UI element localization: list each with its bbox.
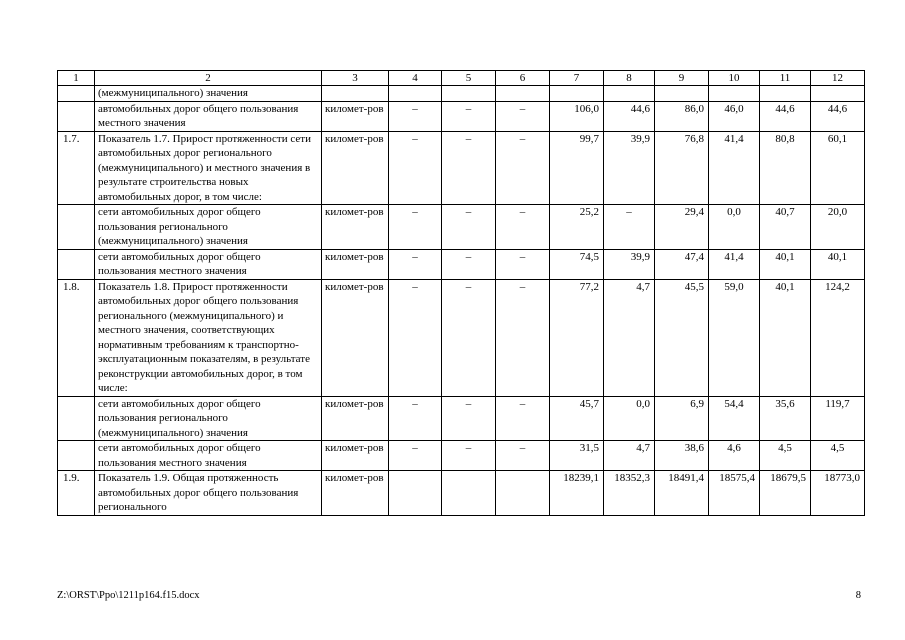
cell: –: [389, 441, 442, 471]
col-header: 11: [760, 71, 811, 86]
row-unit: километ-ров: [322, 396, 389, 441]
cell: 124,2: [811, 279, 865, 396]
table-row: [58, 205, 865, 250]
table-row: [58, 249, 865, 279]
table-row: [58, 86, 865, 102]
table-row: [58, 131, 865, 205]
cell: 18352,3: [604, 471, 655, 516]
col-header: 9: [655, 71, 709, 86]
row-number: [58, 86, 95, 102]
cell: 4,5: [760, 441, 811, 471]
cell: 44,6: [604, 101, 655, 131]
cell: [709, 86, 760, 102]
cell: –: [496, 131, 550, 205]
file-path: Z:\ORST\Ppo\1211p164.f15.docx: [57, 590, 200, 601]
row-number: [58, 396, 95, 441]
cell: 80,8: [760, 131, 811, 205]
row-number: 1.8.: [58, 279, 95, 396]
cell: 39,9: [604, 131, 655, 205]
col-header: 7: [550, 71, 604, 86]
col-header: 8: [604, 71, 655, 86]
cell: –: [442, 441, 496, 471]
cell: –: [442, 205, 496, 250]
row-description: сети автомобильных дорог общего пользования местного значения: [95, 249, 322, 279]
cell: 4,6: [709, 441, 760, 471]
row-unit: километ-ров: [322, 441, 389, 471]
col-header: 1: [58, 71, 95, 86]
cell: –: [442, 279, 496, 396]
cell: –: [496, 205, 550, 250]
cell: 40,1: [811, 249, 865, 279]
cell: 60,1: [811, 131, 865, 205]
cell: 99,7: [550, 131, 604, 205]
row-description: Показатель 1.7. Прирост протяженности сети автомобильных дорог регионального (межмуниципального) и местного значения в результате строительства новых автомобильных дорог, в том числе:: [95, 131, 322, 205]
row-unit: километ-ров: [322, 101, 389, 131]
cell: –: [389, 101, 442, 131]
cell: 119,7: [811, 396, 865, 441]
cell: [655, 86, 709, 102]
cell: –: [604, 205, 655, 250]
row-description: сети автомобильных дорог общего пользования регионального (межмуниципального) значения: [95, 396, 322, 441]
cell: 44,6: [811, 101, 865, 131]
cell: [496, 471, 550, 516]
cell: 4,7: [604, 279, 655, 396]
cell: 18679,5: [760, 471, 811, 516]
cell: 40,1: [760, 279, 811, 396]
table-row: [58, 441, 865, 471]
col-header: 2: [95, 71, 322, 86]
row-unit: километ-ров: [322, 279, 389, 396]
row-description: Показатель 1.9. Общая протяженность автомобильных дорог общего пользования регионального: [95, 471, 322, 516]
cell: [811, 86, 865, 102]
row-description: сети автомобильных дорог общего пользования местного значения: [95, 441, 322, 471]
cell: 54,4: [709, 396, 760, 441]
cell: [389, 471, 442, 516]
row-unit: [322, 86, 389, 102]
cell: 47,4: [655, 249, 709, 279]
cell: [550, 86, 604, 102]
cell: –: [442, 101, 496, 131]
row-number: [58, 441, 95, 471]
cell: –: [496, 396, 550, 441]
cell: 86,0: [655, 101, 709, 131]
cell: –: [442, 396, 496, 441]
cell: 0,0: [604, 396, 655, 441]
row-description: автомобильных дорог общего пользования местного значения: [95, 101, 322, 131]
row-unit: километ-ров: [322, 471, 389, 516]
col-header: 5: [442, 71, 496, 86]
cell: 35,6: [760, 396, 811, 441]
cell: 38,6: [655, 441, 709, 471]
cell: –: [389, 279, 442, 396]
row-description: сети автомобильных дорог общего пользования регионального (межмуниципального) значения: [95, 205, 322, 250]
cell: –: [496, 279, 550, 396]
cell: 45,5: [655, 279, 709, 396]
cell: 18239,1: [550, 471, 604, 516]
cell: 40,1: [760, 249, 811, 279]
cell: –: [496, 249, 550, 279]
cell: 45,7: [550, 396, 604, 441]
cell: 4,5: [811, 441, 865, 471]
cell: –: [389, 249, 442, 279]
cell: 106,0: [550, 101, 604, 131]
cell: 46,0: [709, 101, 760, 131]
cell: –: [496, 441, 550, 471]
cell: 41,4: [709, 131, 760, 205]
table-row: [58, 101, 865, 131]
row-number: [58, 205, 95, 250]
row-unit: километ-ров: [322, 131, 389, 205]
indicators-table: [57, 70, 865, 516]
cell: 40,7: [760, 205, 811, 250]
cell: 77,2: [550, 279, 604, 396]
table-row: [58, 396, 865, 441]
cell: –: [496, 101, 550, 131]
cell: 4,7: [604, 441, 655, 471]
row-description: Показатель 1.8. Прирост протяженности автомобильных дорог общего пользования регионального (межмуниципального) и местного значения, соответствующих нормативным требованиям к транспортно-эксплуатационным показателям, в результате реконструкции автомобильных дорог, в том числе:: [95, 279, 322, 396]
col-header: 3: [322, 71, 389, 86]
cell: [389, 86, 442, 102]
table-row: [58, 279, 865, 396]
header-row: [58, 71, 865, 86]
cell: [442, 86, 496, 102]
cell: –: [442, 131, 496, 205]
cell: –: [389, 205, 442, 250]
cell: [604, 86, 655, 102]
cell: 25,2: [550, 205, 604, 250]
cell: 59,0: [709, 279, 760, 396]
page-number: 8: [855, 590, 861, 601]
table-row: [58, 471, 865, 516]
cell: 44,6: [760, 101, 811, 131]
row-number: 1.9.: [58, 471, 95, 516]
cell: 18491,4: [655, 471, 709, 516]
cell: 41,4: [709, 249, 760, 279]
col-header: 10: [709, 71, 760, 86]
cell: 29,4: [655, 205, 709, 250]
cell: –: [389, 131, 442, 205]
col-header: 4: [389, 71, 442, 86]
cell: 20,0: [811, 205, 865, 250]
cell: 31,5: [550, 441, 604, 471]
row-unit: километ-ров: [322, 205, 389, 250]
cell: [496, 86, 550, 102]
cell: 18773,0: [811, 471, 865, 516]
row-number: [58, 249, 95, 279]
cell: 18575,4: [709, 471, 760, 516]
cell: [442, 471, 496, 516]
row-number: 1.7.: [58, 131, 95, 205]
cell: 6,9: [655, 396, 709, 441]
cell: [760, 86, 811, 102]
row-description: (межмуниципального) значения: [95, 86, 322, 102]
cell: 76,8: [655, 131, 709, 205]
col-header: 12: [811, 71, 865, 86]
row-unit: километ-ров: [322, 249, 389, 279]
cell: 39,9: [604, 249, 655, 279]
cell: –: [442, 249, 496, 279]
cell: –: [389, 396, 442, 441]
cell: 0,0: [709, 205, 760, 250]
row-number: [58, 101, 95, 131]
cell: 74,5: [550, 249, 604, 279]
col-header: 6: [496, 71, 550, 86]
